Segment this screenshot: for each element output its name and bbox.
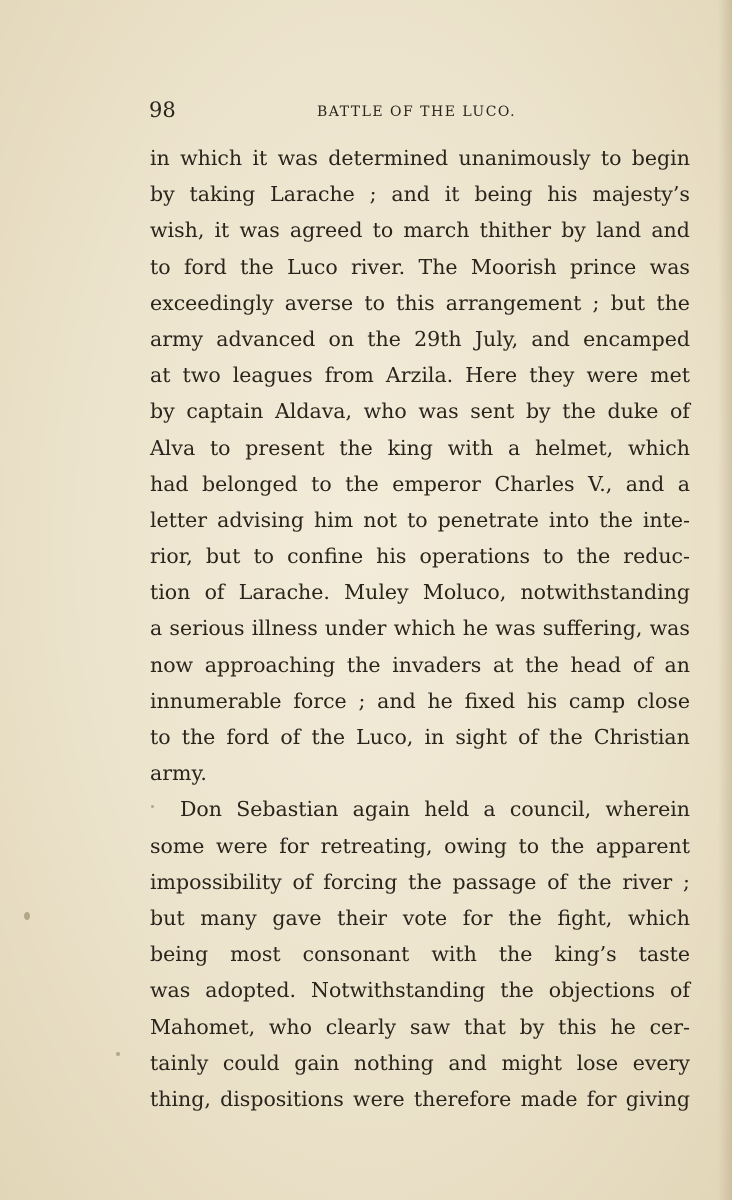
ink-spot: [24, 912, 30, 920]
word: penetrate: [437, 507, 539, 532]
word: and: [531, 326, 570, 351]
word: fixed: [464, 688, 516, 713]
word: innumerable: [150, 688, 282, 713]
text-line: [150, 502, 690, 538]
word: Luco: [287, 254, 338, 279]
word: on: [328, 326, 355, 351]
word: sent: [470, 399, 515, 424]
word: to: [543, 544, 564, 569]
word: was: [495, 616, 536, 641]
word: unanimously: [458, 146, 591, 170]
text-line: [150, 610, 690, 646]
text-line: [150, 936, 690, 972]
word: taste: [638, 942, 690, 967]
word: agreed: [289, 218, 363, 243]
word: letter: [150, 507, 208, 532]
text-line: [150, 972, 690, 1008]
word: emperor: [392, 471, 481, 496]
word: by: [525, 399, 551, 424]
word: operations: [419, 544, 530, 569]
word: made: [520, 1086, 578, 1111]
word: close: [636, 688, 690, 713]
word: taking: [189, 182, 256, 207]
word: his: [547, 182, 578, 207]
word: was: [418, 399, 459, 424]
word: they: [529, 363, 575, 388]
word: of: [518, 725, 539, 749]
text-line: [150, 574, 690, 610]
word: therefore: [413, 1086, 512, 1111]
word: adopted.: [205, 978, 297, 1003]
word: from: [324, 363, 374, 388]
word: clearly: [325, 1014, 397, 1039]
word: he: [610, 1014, 636, 1039]
word: was: [649, 616, 690, 641]
word: to: [407, 507, 428, 532]
word: and: [377, 688, 416, 713]
word: begin: [631, 146, 690, 170]
word: were: [586, 363, 639, 388]
word: held: [424, 797, 470, 822]
word: confine: [287, 544, 364, 569]
word: which: [627, 435, 690, 460]
word: their: [337, 905, 388, 930]
word: was: [239, 218, 280, 243]
word: tion: [150, 580, 191, 605]
word: being: [150, 942, 209, 967]
text-line: [150, 140, 690, 176]
word: present: [245, 435, 325, 460]
word: impossibility: [150, 869, 282, 894]
word: an: [664, 652, 690, 677]
word: of: [669, 399, 690, 424]
word: by: [519, 1014, 545, 1039]
word: king’s: [554, 942, 617, 967]
word: giving: [625, 1086, 690, 1111]
text-line: [150, 719, 690, 755]
word: averse: [284, 290, 354, 315]
word: to: [253, 544, 275, 569]
word: it: [252, 146, 268, 170]
word: advanced: [216, 326, 316, 351]
word: was: [277, 146, 318, 170]
word: exceedingly: [150, 290, 274, 315]
word: army: [150, 326, 204, 351]
word: king: [387, 435, 433, 460]
word: by: [150, 399, 175, 424]
text-line: [150, 176, 690, 212]
word: the: [181, 725, 216, 749]
word: Here: [465, 363, 518, 388]
word: ford: [183, 254, 227, 279]
text-line: [150, 466, 690, 502]
word: for: [586, 1086, 617, 1111]
word: council,: [509, 797, 592, 822]
word: Arzila.: [385, 363, 454, 388]
word: but: [205, 544, 241, 569]
word: lose: [576, 1050, 619, 1075]
word: march: [403, 218, 470, 243]
word: river: [622, 869, 673, 894]
word: was: [150, 978, 191, 1003]
text-line: [150, 791, 690, 827]
word: with: [431, 942, 477, 967]
word: the: [240, 254, 274, 279]
word: to: [150, 254, 171, 279]
word: again: [352, 797, 410, 822]
text-line: [150, 321, 690, 357]
word: Muley: [344, 580, 409, 605]
word: the: [408, 869, 442, 894]
word: duke: [607, 399, 659, 424]
word: illness: [251, 616, 318, 641]
word: Charles: [494, 471, 575, 496]
text-line: [150, 249, 690, 285]
word: he: [427, 688, 453, 713]
word: of: [547, 869, 568, 894]
word: might: [501, 1050, 562, 1075]
word: leagues: [232, 363, 313, 388]
text-line: [150, 1009, 690, 1045]
word: of: [292, 869, 313, 894]
text-line: [150, 828, 690, 864]
word: majesty’s: [592, 182, 690, 207]
word: a: [507, 435, 521, 460]
word: the: [346, 652, 381, 677]
word: land: [596, 218, 642, 243]
word: the: [562, 399, 596, 424]
word: head: [570, 652, 622, 677]
word: it: [214, 218, 230, 243]
word: Luco,: [356, 725, 414, 749]
text-line: [150, 647, 690, 683]
word: retreating,: [320, 833, 433, 858]
word: thing,: [150, 1086, 211, 1111]
word: Mahomet,: [150, 1014, 256, 1039]
word: to: [372, 218, 394, 243]
word: the: [550, 833, 585, 858]
word: nothing: [353, 1050, 434, 1075]
text-line: [150, 900, 690, 936]
word: ;: [683, 869, 690, 894]
word: Larache: [270, 182, 355, 207]
word: to: [311, 471, 332, 496]
word: sight: [455, 725, 507, 749]
word: the: [500, 978, 534, 1003]
word: wish,: [150, 218, 205, 243]
word: which: [180, 146, 243, 170]
word: being: [474, 182, 533, 207]
word: was: [649, 254, 690, 279]
word: the: [576, 544, 611, 569]
text-line: [150, 864, 690, 900]
word: met: [650, 363, 690, 388]
word: a: [677, 471, 690, 496]
word: of: [280, 725, 301, 749]
word: rior,: [150, 544, 193, 569]
word: for: [279, 833, 309, 858]
word: under: [324, 616, 387, 641]
word: with: [447, 435, 494, 460]
text-line: [150, 285, 690, 321]
word: invaders: [392, 652, 482, 677]
word: wherein: [605, 797, 690, 822]
body-text: [150, 140, 690, 1117]
word: were: [353, 1086, 405, 1111]
word: thither: [479, 218, 552, 243]
word: vote: [402, 905, 448, 930]
word: by: [150, 182, 175, 207]
word: belonged: [202, 471, 298, 496]
word: prince: [570, 254, 637, 279]
text-line: [150, 357, 690, 393]
word: consonant: [302, 942, 410, 967]
word: this: [396, 290, 435, 315]
word: many: [200, 905, 257, 930]
word: a: [483, 797, 496, 822]
word: Christian: [593, 725, 690, 749]
word: it: [444, 182, 460, 207]
word: ;: [358, 688, 366, 713]
page-number: 98: [149, 98, 176, 122]
word: gave: [272, 905, 322, 930]
text-line: [150, 393, 690, 429]
word: were: [216, 833, 268, 858]
text-line: [150, 430, 690, 466]
word: a: [150, 616, 163, 641]
word: the: [345, 471, 379, 496]
word: the: [577, 869, 612, 894]
word: which: [393, 616, 456, 641]
page-header: [149, 98, 689, 128]
word: dispositions: [220, 1086, 344, 1111]
word: most: [230, 942, 281, 967]
word: some: [150, 833, 205, 858]
word: force: [293, 688, 347, 713]
word: but: [610, 290, 646, 315]
word: the: [311, 725, 346, 749]
word: the: [508, 905, 542, 930]
word: who: [268, 1014, 312, 1039]
word: him: [314, 507, 354, 532]
word: and: [448, 1050, 487, 1075]
word: Alva: [150, 435, 196, 460]
text-line: [150, 1045, 690, 1081]
word: the: [367, 326, 401, 351]
word: his: [526, 688, 558, 713]
word: he: [462, 616, 489, 641]
word: ;: [369, 182, 377, 207]
word: determined: [328, 146, 449, 170]
text-line: [150, 683, 690, 719]
word: of: [632, 652, 653, 677]
word: The: [418, 254, 458, 279]
word: to: [150, 725, 171, 749]
word: serious: [169, 616, 245, 641]
word: which: [627, 905, 690, 930]
word: 29th: [414, 326, 462, 351]
word: army.: [150, 761, 207, 786]
word: and: [651, 218, 690, 243]
word: camp: [568, 688, 626, 713]
word: saw: [409, 1014, 451, 1039]
word: encamped: [583, 326, 690, 351]
word: to: [518, 833, 540, 858]
word: in: [424, 725, 445, 749]
word: arrangement: [445, 290, 582, 315]
word: at: [493, 652, 514, 677]
word: had: [150, 471, 189, 496]
word: July,: [474, 326, 519, 351]
word: V.,: [588, 471, 613, 496]
text-line: [150, 538, 690, 574]
word: notwithstanding: [520, 580, 690, 605]
word: but: [150, 905, 185, 930]
word: the: [656, 290, 690, 315]
word: forcing: [323, 869, 398, 894]
word: for: [462, 905, 493, 930]
word: Moorish: [470, 254, 557, 279]
word: this: [558, 1014, 597, 1039]
word: at: [150, 363, 171, 388]
word: inte-: [642, 507, 690, 532]
word: who: [363, 399, 407, 424]
word: his: [376, 544, 407, 569]
word: Don: [180, 797, 222, 822]
text-line: [150, 1081, 690, 1117]
word: captain: [186, 399, 264, 424]
word: the: [339, 435, 373, 460]
word: apparent: [595, 833, 690, 858]
word: approaching: [204, 652, 336, 677]
text-line: [150, 755, 690, 791]
word: tainly: [150, 1050, 209, 1075]
word: fight,: [557, 905, 613, 930]
word: of: [670, 978, 690, 1003]
word: every: [632, 1050, 690, 1075]
word: not: [363, 507, 398, 532]
word: suffering,: [542, 616, 643, 641]
word: in: [150, 146, 170, 170]
word: two: [182, 363, 221, 388]
word: and: [391, 182, 430, 207]
word: now: [150, 652, 194, 677]
word: reduc-: [623, 544, 690, 569]
word: ;: [592, 290, 600, 315]
word: helmet,: [534, 435, 614, 460]
word: that: [463, 1014, 506, 1039]
word: could: [222, 1050, 280, 1075]
word: to: [600, 146, 622, 170]
word: Larache.: [238, 580, 330, 605]
word: river.: [351, 254, 406, 279]
ink-spot: [116, 1052, 120, 1056]
word: into: [548, 507, 590, 532]
word: the: [549, 725, 583, 749]
word: the: [599, 507, 633, 532]
word: by: [561, 218, 586, 243]
word: passage: [452, 869, 537, 894]
word: the: [498, 942, 533, 967]
word: Sebastian: [236, 797, 339, 822]
word: objections: [548, 978, 656, 1003]
word: Aldava,: [274, 399, 353, 424]
word: ford: [226, 725, 270, 749]
word: cer-: [649, 1014, 690, 1039]
text-line: [150, 212, 690, 248]
word: Notwithstanding: [311, 978, 486, 1003]
word: to: [209, 435, 231, 460]
word: Moluco,: [422, 580, 507, 605]
word: to: [364, 290, 385, 315]
word: and: [625, 471, 665, 496]
word: owing: [444, 833, 507, 858]
word: gain: [294, 1050, 340, 1075]
word: advising: [217, 507, 305, 532]
word: the: [525, 652, 559, 677]
running-title: BATTLE OF THE LUCO.: [317, 104, 517, 120]
word: of: [204, 580, 225, 605]
